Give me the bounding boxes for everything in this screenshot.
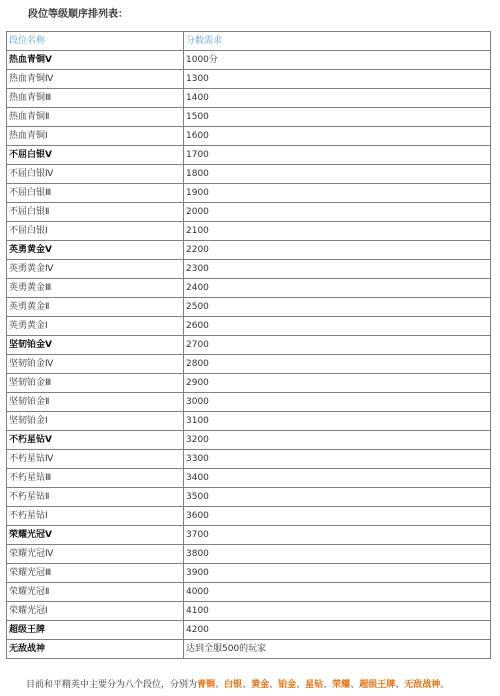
table-row xyxy=(7,450,491,469)
footer-tier-name: 青铜 xyxy=(197,680,216,690)
score-cell: 2600 xyxy=(184,317,491,336)
score-cell: 达到全服500的玩家 xyxy=(184,640,491,659)
rank-table-body xyxy=(7,51,491,659)
footer-tier-name: 荣耀 xyxy=(332,680,351,690)
score-cell: 1700 xyxy=(184,146,491,165)
rank-name-cell: 不朽星钻Ⅲ xyxy=(7,469,184,488)
rank-table xyxy=(6,31,491,659)
rank-name-cell: 不屈白银Ⅱ xyxy=(7,203,184,222)
footer-separator: 、 xyxy=(269,680,279,690)
score-cell: 3900 xyxy=(184,564,491,583)
rank-name-cell: 英勇黄金Ⅰ xyxy=(7,317,184,336)
table-row xyxy=(7,51,491,70)
rank-name-cell: 坚韧铂金Ⅴ xyxy=(7,336,184,355)
score-cell: 3200 xyxy=(184,431,491,450)
table-row xyxy=(7,146,491,165)
rank-name-cell: 不屈白银Ⅰ xyxy=(7,222,184,241)
rank-name-cell: 超级王牌 xyxy=(7,621,184,640)
table-row xyxy=(7,165,491,184)
table-row xyxy=(7,298,491,317)
score-cell: 2000 xyxy=(184,203,491,222)
rank-name-cell: 不屈白银Ⅳ xyxy=(7,165,184,184)
table-row xyxy=(7,564,491,583)
rank-name-cell: 不朽星钻Ⅱ xyxy=(7,488,184,507)
rank-name-cell: 英勇黄金Ⅲ xyxy=(7,279,184,298)
score-cell: 2300 xyxy=(184,260,491,279)
score-cell: 4200 xyxy=(184,621,491,640)
rank-name-cell: 英勇黄金Ⅱ xyxy=(7,298,184,317)
footer-separator: 、 xyxy=(350,680,360,690)
rank-name-cell: 热血青铜Ⅴ xyxy=(7,51,184,70)
footer-tier-name: 无敌战神 xyxy=(404,680,441,690)
rank-name-cell: 热血青铜Ⅰ xyxy=(7,127,184,146)
table-row xyxy=(7,431,491,450)
score-cell: 3700 xyxy=(184,526,491,545)
footer-prefix: 目前和平精英中主要分为八个段位，分别为 xyxy=(26,680,198,690)
score-cell: 3400 xyxy=(184,469,491,488)
table-row xyxy=(7,355,491,374)
score-cell: 2800 xyxy=(184,355,491,374)
rank-name-cell: 坚韧铂金Ⅱ xyxy=(7,393,184,412)
table-row xyxy=(7,374,491,393)
column-header-rank-name: 段位名称 xyxy=(7,32,184,51)
rank-name-cell: 不朽星钻Ⅴ xyxy=(7,431,184,450)
table-row xyxy=(7,203,491,222)
rank-name-cell: 荣耀光冠Ⅱ xyxy=(7,583,184,602)
rank-name-cell: 荣耀光冠Ⅴ xyxy=(7,526,184,545)
table-row xyxy=(7,545,491,564)
rank-name-cell: 不屈白银Ⅴ xyxy=(7,146,184,165)
score-cell: 3800 xyxy=(184,545,491,564)
rank-name-cell: 不屈白银Ⅲ xyxy=(7,184,184,203)
score-cell: 1600 xyxy=(184,127,491,146)
table-row xyxy=(7,241,491,260)
footer-separator: 、 xyxy=(323,680,333,690)
rank-name-cell: 不朽星钻Ⅳ xyxy=(7,450,184,469)
score-cell: 2500 xyxy=(184,298,491,317)
footer-separator: 、 xyxy=(296,680,306,690)
score-cell: 1400 xyxy=(184,89,491,108)
score-cell: 1300 xyxy=(184,70,491,89)
score-cell: 1900 xyxy=(184,184,491,203)
score-cell: 2700 xyxy=(184,336,491,355)
score-cell: 4000 xyxy=(184,583,491,602)
rank-name-cell: 热血青铜Ⅱ xyxy=(7,108,184,127)
table-row xyxy=(7,507,491,526)
table-row xyxy=(7,640,491,659)
footer-tier-list xyxy=(197,680,440,690)
rank-name-cell: 热血青铜Ⅳ xyxy=(7,70,184,89)
score-cell: 3600 xyxy=(184,507,491,526)
rank-name-cell: 坚韧铂金Ⅰ xyxy=(7,412,184,431)
table-row xyxy=(7,260,491,279)
footer-tier-name: 白银 xyxy=(224,680,243,690)
footer-suffix: 。 xyxy=(440,680,450,690)
table-row xyxy=(7,279,491,298)
table-row xyxy=(7,621,491,640)
table-row xyxy=(7,336,491,355)
table-header-row xyxy=(7,32,491,51)
rank-name-cell: 坚韧铂金Ⅲ xyxy=(7,374,184,393)
table-row xyxy=(7,488,491,507)
table-row xyxy=(7,602,491,621)
rank-name-cell: 坚韧铂金Ⅳ xyxy=(7,355,184,374)
rank-name-cell: 无敌战神 xyxy=(7,640,184,659)
footer-separator: 、 xyxy=(215,680,225,690)
table-row xyxy=(7,583,491,602)
footer-tier-name: 黄金 xyxy=(251,680,270,690)
table-row xyxy=(7,526,491,545)
table-row xyxy=(7,127,491,146)
score-cell: 4100 xyxy=(184,602,491,621)
score-cell: 3000 xyxy=(184,393,491,412)
table-row xyxy=(7,469,491,488)
score-cell: 2200 xyxy=(184,241,491,260)
rank-name-cell: 荣耀光冠Ⅲ xyxy=(7,564,184,583)
score-cell: 1000分 xyxy=(184,51,491,70)
rank-name-cell: 热血青铜Ⅲ xyxy=(7,89,184,108)
rank-name-cell: 不朽星钻Ⅰ xyxy=(7,507,184,526)
score-cell: 3300 xyxy=(184,450,491,469)
footer-note xyxy=(26,678,449,692)
table-row xyxy=(7,108,491,127)
table-row xyxy=(7,70,491,89)
rank-name-cell: 英勇黄金Ⅴ xyxy=(7,241,184,260)
score-cell: 1500 xyxy=(184,108,491,127)
table-row xyxy=(7,89,491,108)
table-row xyxy=(7,412,491,431)
table-row xyxy=(7,393,491,412)
score-cell: 3100 xyxy=(184,412,491,431)
score-cell: 1800 xyxy=(184,165,491,184)
score-cell: 2100 xyxy=(184,222,491,241)
footer-separator: 、 xyxy=(242,680,252,690)
footer-tier-name: 超级王牌 xyxy=(359,680,396,690)
rank-name-cell: 英勇黄金Ⅳ xyxy=(7,260,184,279)
footer-separator: 、 xyxy=(395,680,405,690)
rank-name-cell: 荣耀光冠Ⅰ xyxy=(7,602,184,621)
column-header-score: 分数需求 xyxy=(184,32,491,51)
page-heading: 段位等级顺序排列表： xyxy=(28,9,128,20)
score-cell: 2900 xyxy=(184,374,491,393)
table-row xyxy=(7,222,491,241)
table-row xyxy=(7,184,491,203)
footer-tier-name: 铂金 xyxy=(278,680,297,690)
rank-name-cell: 荣耀光冠Ⅳ xyxy=(7,545,184,564)
score-cell: 3500 xyxy=(184,488,491,507)
footer-tier-name: 星钻 xyxy=(305,680,324,690)
table-row xyxy=(7,317,491,336)
score-cell: 2400 xyxy=(184,279,491,298)
